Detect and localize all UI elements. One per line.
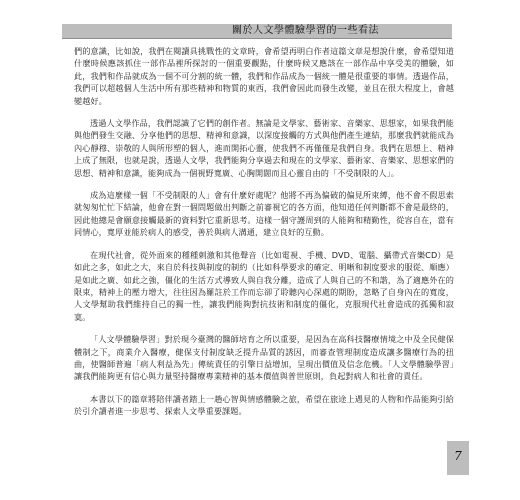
- paragraph-3: 成為這麼樣一個「不受制限的人」會有什麼好處呢？他將不再為偏破的偏見所束縛，他不會不假思索就匆匆忙忙下結論，他會在對一個問題做出判斷之前審視它的各方面，他知道任何判斷都不會是最終的，因此他總是會願意接觸最新的資料對它重新思考。這樣一個守護周到的人能夠和精勤性，從容自在，當有同情心，寬厚並能於病人的感受，善於與病人溝通，建立良好的互動。: [74, 190, 454, 238]
- paragraph-6: 本書以下的篇章將陪伴讀者踏上一趟心智與情感體驗之旅，希望在旅途上遇見的人物和作品能夠引給於引介讀者進一步思考、探索人文學重要課題。: [74, 393, 454, 417]
- paragraph-4: 在現代社會，從外面來的種種刺激和其他聲音（比如電視、手機、DVD、電腦、攝帶式音樂CD）是如此之多，如此之大，來自於科技與制度的制約（比如科學要求的確定、明晰和制度要求的服從、順應）是如此之廣、如此之強，僵化的生活方式導致人與自我分離，造成了人與自己的不和諧，為了適應外在的限束，精神上的壓力增大，往往因為羅註於工作而忘卻了聆聽內心深處的期盼，忽略了自身內在的寬度，人文學幫助我們維持自己的獨一性，讓我們能夠對抗技術和制度的僵化，克服現代社會造成的孤獨和寂寞。: [74, 249, 454, 322]
- body-text: [74, 45, 454, 428]
- paragraph-1: 們的意識，比如說，我們在閱讀具挑戰性的文章時，會希望再明白作者這篇文章是想說什麼，會希望知道什麼時候應該抓住一部作品裡所探討的一個重要觀點，什麼時候又應該在一部作品中享受美的體驗，如此，我們和作品就成為一個不可分割的統一體，我們和作品成為一個統一體是很重要的事情。透過作品，我們可以超越個人生活中所有那些精神和物質的東西，我們會因此而發生改變，並且在很大程度上，會越變越好。: [74, 46, 454, 106]
- paragraph-5: 「人文學體驗學習」對於現今臺灣的醫師培育之所以重要，是因為在高科技醫療情境之中及全民健保體制之下，商業介入醫療，健保支付制度缺乏提升品質的誘因，而審查管理制度造成讓多醫療行為的扭曲，使醫師普遍「病人利益為先」傳統責任的引擎日益增加，呈現出價值及信念危機。「人文學體驗學習」讓我們能夠更有信心與力量堅持醫療專業精神的基本價值與普世原則，負起對病人和社會的責任。: [74, 334, 454, 382]
- paragraph-2: 透過人文學作品，我們認識了它們的創作者。無論是文學家、藝術家、音樂家、思想家，如果我們能與他們發生交融、分享他們的思想、精神和意識，以深度接觸的方式與他們產生連結，那麼我們就能成為內心靜穆、崇敬的人與所形塑的個人，進而開拓心靈，使我們不再僅僅是我們自身。我們在思想上、精神上成了無限，也就是說，透過人文學，我們能夠分享過去和現在的文學家、藝術家、音樂家、思想家們的思想、精神和意識，能夠成為一個視野寬廣、心胸開闊而且心靈自由的「不受制限的人」。: [74, 118, 454, 178]
- page-number: 7: [454, 449, 462, 463]
- running-header-title: 關於人文學體驗學習的一些看法: [232, 25, 379, 36]
